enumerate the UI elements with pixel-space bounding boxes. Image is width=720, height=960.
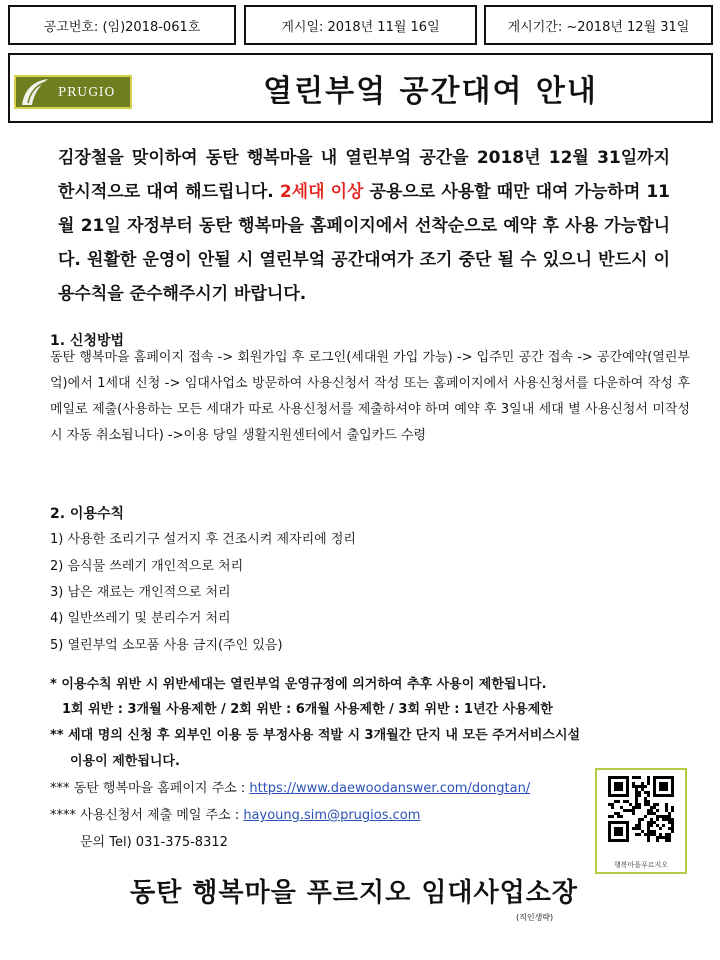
- posting-period: 게시기간: ~2018년 12월 31일: [507, 19, 690, 35]
- section2-heading: 2. 이용수칙: [50, 506, 125, 522]
- rule-item: 5) 열린부엌 소모품 사용 금지(주인 있음): [50, 638, 283, 653]
- fraud-note-line2: 이용이 제한됩니다.: [70, 754, 180, 769]
- rule-item: 2) 음식물 쓰레기 개인적으로 처리: [50, 559, 244, 574]
- posted-date: 게시일: 2018년 11월 16일: [281, 19, 440, 35]
- email-label: **** 사용신청서 제출 메일 주소 :: [50, 808, 244, 823]
- rule-item: 4) 일반쓰레기 및 분리수거 처리: [50, 611, 231, 626]
- page-title: 열린부엌 공간대여 안내: [263, 74, 598, 109]
- fraud-note-line1: ** 세대 명의 신청 후 외부인 이용 등 부정사용 적발 시 3개월간 단지 내 모든 주거서비스시설: [50, 728, 581, 743]
- prugio-logo: [14, 75, 132, 109]
- intro-highlight: 2세대 이상: [279, 182, 364, 202]
- notice-number: 공고번호: (임)2018-061호: [43, 19, 201, 35]
- logo-text: PRUGIO: [58, 85, 116, 99]
- intro-text-1: 김장철을 맞이하여 동탄 행복마을 내 열린부엌 공간을 2018년 12월 31일까지 한시적으로 대여 해드립니다.: [58, 148, 670, 202]
- qr-code-icon: [608, 776, 674, 842]
- rule-item: 1) 사용한 조리기구 설거지 후 건조시켜 제자리에 정리: [50, 532, 356, 547]
- leaf-icon: [16, 77, 52, 107]
- qr-label: 행복마을푸르지오: [613, 861, 669, 869]
- section1-heading: 1. 신청방법: [50, 333, 125, 349]
- posted-date-box: [244, 5, 477, 45]
- penalty-note: 1회 위반 : 3개월 사용제한 / 2회 위반 : 6개월 사용제한 / 3회 위반 : 1년간 사용제한: [62, 702, 553, 717]
- homepage-link[interactable]: https://www.daewoodanswer.com/dongtan/: [249, 781, 531, 796]
- homepage-label: *** 동탄 행복마을 홈페이지 주소 :: [50, 781, 250, 796]
- email-link[interactable]: hayoung.sim@prugios.com: [243, 808, 421, 823]
- rule-item: 3) 남은 재료는 개인적으로 처리: [50, 585, 231, 600]
- violation-note: * 이용수칙 위반 시 위반세대는 열린부엌 운영규정에 의거하여 추후 사용이 제한됩니다.: [50, 677, 547, 692]
- seal-note: (직인생략): [516, 913, 554, 922]
- qr-code-box: [595, 768, 687, 874]
- contact-tel: 문의 Tel) 031-375-8312: [80, 835, 228, 850]
- posting-period-box: [484, 5, 713, 45]
- office-signature: 동탄 행복마을 푸르지오 임대사업소장: [130, 878, 579, 908]
- notice-number-box: [8, 5, 236, 45]
- title-bar: [8, 53, 713, 123]
- email-line: [50, 804, 420, 823]
- section1-text: 동탄 행복마을 홈페이지 접속 -> 회원가입 후 로그인(세대원 가입 가능) -> 입주민 공간 접속 -> 공간예약(열린부엌)에서 1세대 신청 -> 임대사업소 방문하여 사용신청서 작성 또는 홈페이지에서 사용신청서를 다운하여 작성 후 메일로 제출(사용하는 모든 세대가 따로 사용신청서를 제출하셔야 하며 예약 후 3일내 세대 별 사용신청서 미작성 시 자동 취소됩니다) ->이용 당일 생활지원센터에서 출입카드 수령: [50, 350, 690, 443]
- intro-paragraph: [58, 141, 670, 311]
- homepage-line: [50, 777, 530, 796]
- intro-text-2: 공용으로 사용할 때만 대여 가능하며 11월 21일 자정부터 동탄 행복마을 홈페이지에서 선착순으로 예약 후 사용 가능합니다. 원활한 운영이 안될 시 열린부엌 공간대여가 조기 중단 될 수 있으니 반드시 이용수칙을 준수해주시기 바랍니다.: [58, 182, 671, 304]
